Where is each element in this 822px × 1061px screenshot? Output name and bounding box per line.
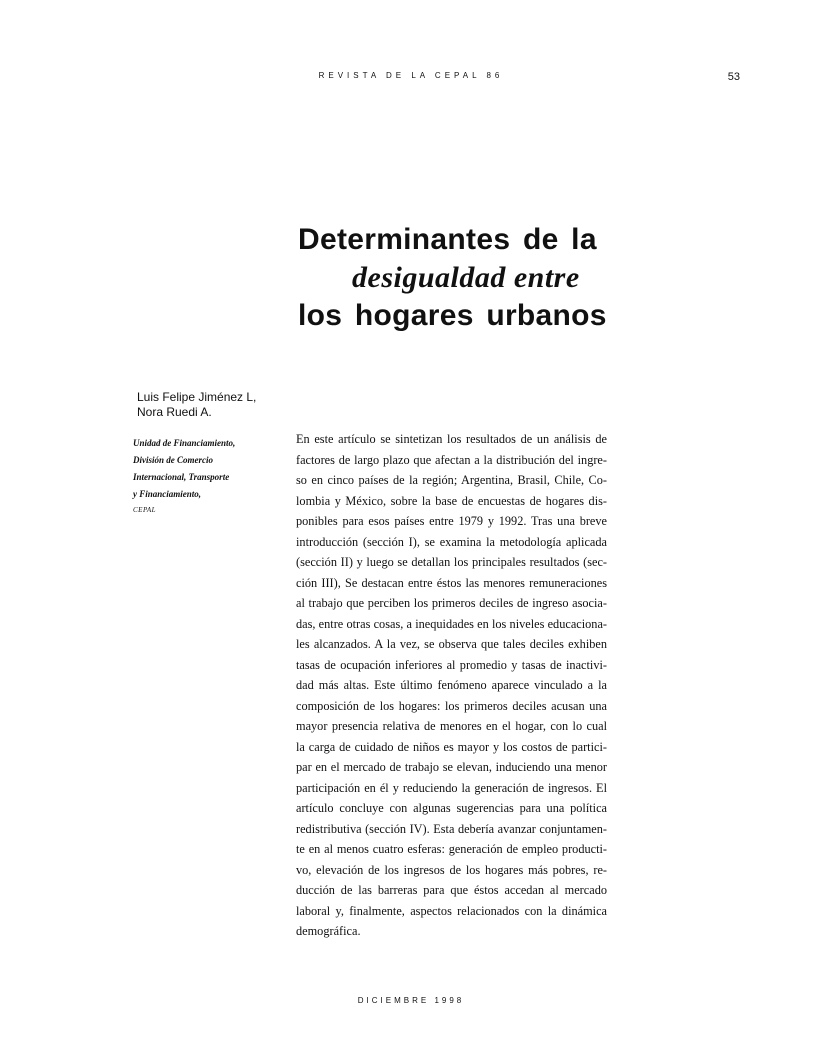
abstract-line: tasas de ocupación inferiores al promedio y tasas de inactivi- (296, 657, 607, 672)
author-name: Luis Felipe Jiménez L, (137, 390, 257, 404)
abstract-line: factores de largo plazo que afectan a la distribución del ingre- (296, 452, 607, 467)
abstract-line: par en el mercado de trabajo se elevan, induciendo una menor (296, 760, 607, 774)
abstract-line: demográfica. (296, 924, 361, 938)
abstract-line: dad más altas. Este último fenómeno aparece vinculado a la (296, 678, 607, 692)
abstract-line: lombia y México, sobre la base de encuestas de hogares dis- (296, 493, 607, 508)
abstract-line: vo, elevación de los ingresos de los hogares más pobres, re- (296, 862, 607, 877)
article-title (298, 222, 718, 334)
abstract-line: participación en él y reduciendo la generación de ingresos. El (296, 780, 607, 795)
abstract-line: composición de los hogares: los primeros deciles acusan una (296, 698, 607, 713)
title-line-1: Determinantes de la (298, 223, 597, 256)
title-line-2: desigualdad entre (352, 261, 580, 294)
footer-date: DICIEMBRE 1998 (357, 996, 465, 1005)
abstract-line: mayor presencia relativa de menores en el hogar, con lo cual (296, 719, 607, 733)
abstract-line: ducción de las barreras para que éstos accedan al mercado (296, 883, 607, 897)
affiliation-line: y Financiamiento, (133, 489, 202, 499)
abstract-line: ción III), Se destacan entre éstos las menores remuneraciones (296, 575, 607, 590)
abstract-line: te en al menos cuatro esferas: generación de empleo producti- (296, 842, 607, 856)
author-name: Nora Ruedi A. (137, 405, 212, 419)
abstract-line: introducción (sección I), se examina la metodología aplicada (296, 534, 607, 549)
abstract (296, 429, 607, 942)
abstract-line: das, entre otras cosas, a inequidades en los niveles educaciona- (296, 616, 607, 631)
abstract-line: laboral y, finalmente, aspectos relacionados con la dinámica (296, 903, 607, 918)
author-list (137, 390, 297, 420)
abstract-line: (sección II) y luego se detallan los principales resultados (sec- (296, 555, 607, 569)
abstract-line: la carga de cuidado de niños es mayor y los costos de partici- (296, 739, 607, 754)
abstract-line: ponibles para esos países entre 1979 y 1992. Tras una breve (296, 514, 607, 528)
affiliation-line: Internacional, Transporte (133, 472, 230, 482)
affiliation-org: CEPAL (133, 506, 156, 514)
running-head: REVISTA DE LA CEPAL 86 (318, 71, 504, 80)
abstract-line: En este artículo se sintetizan los resultados de un análisis de (296, 432, 607, 446)
abstract-line: artículo concluye con algunas sugerencias para una política (296, 801, 607, 815)
title-line-3: los hogares urbanos (298, 299, 607, 332)
affiliation-line: Unidad de Financiamiento, (133, 438, 236, 448)
abstract-line: al trabajo que perciben los primeros deciles de ingreso asocia- (296, 596, 607, 610)
abstract-line: redistributiva (sección IV). Esta debería avanzar conjuntamen- (296, 821, 607, 836)
page-number: 53 (727, 71, 740, 83)
abstract-line: les alcanzados. A la vez, se observa que tales deciles exhiben (296, 637, 607, 651)
abstract-line: so en cinco países de la región; Argentina, Brasil, Chile, Co- (296, 473, 607, 487)
affiliation-line: División de Comercio (133, 455, 213, 465)
author-affiliation (133, 435, 283, 517)
